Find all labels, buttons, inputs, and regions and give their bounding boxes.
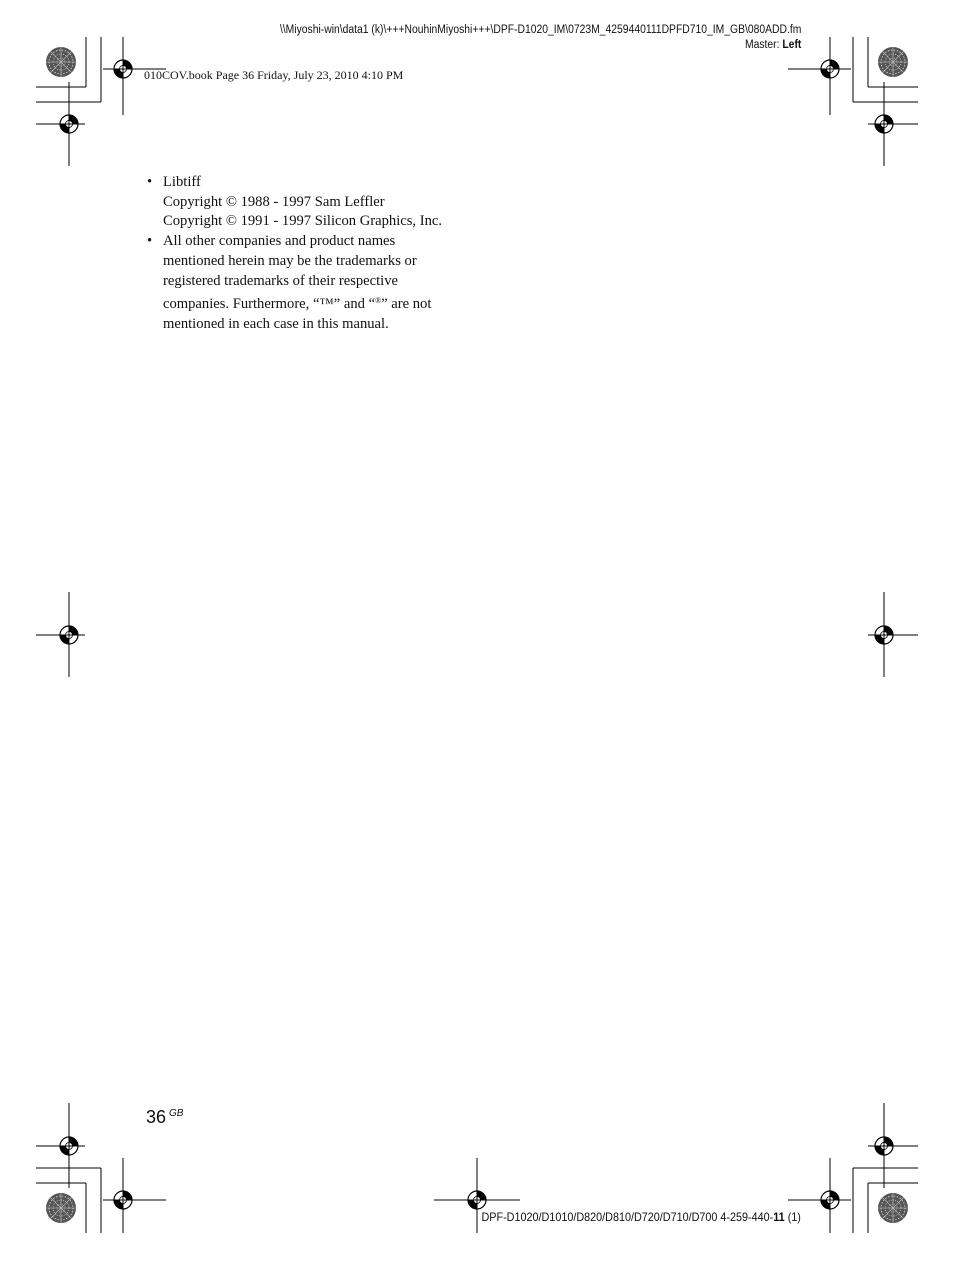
page-content	[145, 173, 465, 335]
page-number	[146, 1107, 183, 1128]
list-item-line: registered trademarks of their respective	[163, 272, 399, 289]
file-path-header	[280, 23, 801, 53]
text-fragment: ” are not	[381, 296, 432, 313]
text-fragment: companies. Furthermore, “	[163, 296, 320, 313]
list-item-line: Copyright © 1991 - 1997 Silicon Graphics, Inc.	[163, 213, 443, 230]
list-item-line	[163, 291, 465, 315]
list-item-line: Copyright © 1988 - 1997 Sam Leffler	[163, 193, 385, 210]
master-value: Left	[782, 39, 801, 51]
list-item-line: All other companies and product names	[163, 233, 396, 250]
master-line	[280, 38, 801, 53]
file-path: \\Miyoshi-win\data1 (k)\+++NouhinMiyoshi+++\DPF-D1020_IM\0723M_4259440111DPFD710_IM_GB\080ADD.fm	[279, 24, 801, 36]
list-item-line: mentioned herein may be the trademarks or	[163, 252, 417, 269]
book-info-line: 010COV.book Page 36 Friday, July 23, 2010 4:10 PM	[144, 68, 404, 82]
trademark-symbol: ™	[319, 296, 334, 313]
footer-model-line	[482, 1210, 801, 1224]
text-fragment: ” and “	[333, 296, 376, 313]
registered-symbol: ®	[375, 296, 382, 306]
bullet-symbol: •	[147, 233, 153, 250]
bullet-symbol: •	[147, 174, 153, 190]
page-number-value: 36	[146, 1107, 167, 1127]
footer-prefix: DPF-D1020/D1010/D820/D810/D720/D710/D700 4-259-440-	[481, 1210, 774, 1224]
page-language: GB	[169, 1108, 184, 1119]
list-item-trademarks	[145, 232, 465, 335]
master-label: Master:	[744, 39, 783, 51]
footer-suffix: (1)	[784, 1210, 801, 1224]
list-item-line: Libtiff	[163, 174, 201, 190]
list-item-libtiff	[145, 173, 465, 232]
footer-bold: 11	[773, 1210, 785, 1224]
list-item-line: mentioned in each case in this manual.	[163, 315, 389, 332]
